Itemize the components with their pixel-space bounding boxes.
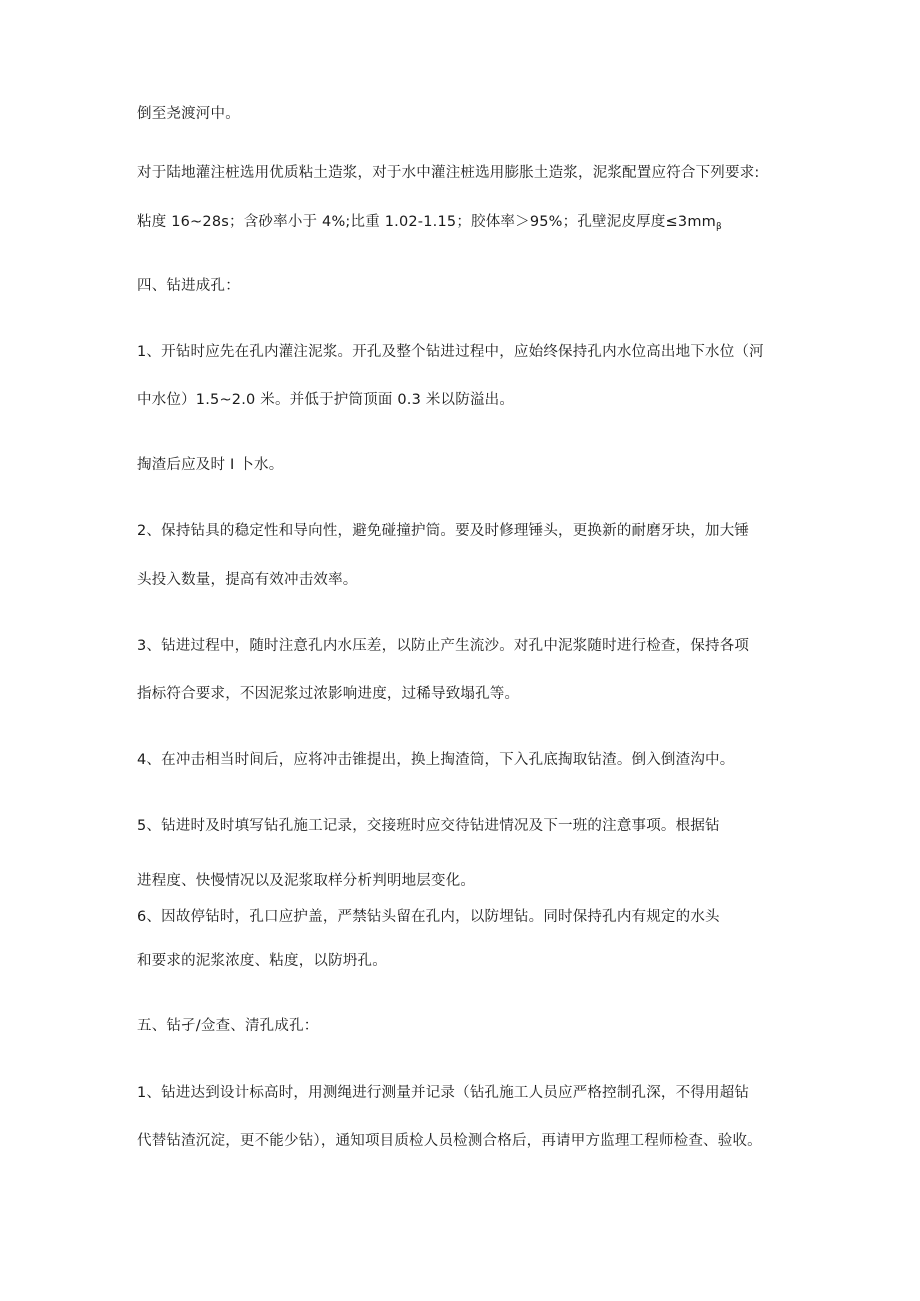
- text-line: 4、在冲击相当时间后，应将冲击锥提出，换上掏渣筒，下入孔底掏取钻渣。倒入倒渣沟中。: [137, 752, 735, 768]
- text-line: 和要求的泥浆浓度、粘度，以防坍孔。: [137, 953, 387, 969]
- text-line-main: 粘度 16~28s；含砂率小于 4%;比重 1.02-1.15；胶体率＞95%；孔壁泥皮厚度≤3mm: [137, 214, 716, 230]
- text-line: 倒至尧渡河中。: [137, 106, 240, 122]
- text-line: 2、保持钻具的稳定性和导向性，避免碰撞护筒。要及时修理锤头，更换新的耐磨牙块，加大锤: [137, 523, 750, 539]
- text-line: 掏渣后应及时 I 卜水。: [137, 457, 284, 473]
- text-line: [137, 212, 722, 237]
- text-line: 代替钻渣沉淀，更不能少钻），通知项目质检人员检测合格后，再请甲方监理工程师检查、验收。: [137, 1133, 762, 1149]
- section-heading: 四、钻进成孔：: [137, 278, 240, 294]
- text-line: 中水位）1.5~2.0 米。并低于护筒顶面 0.3 米以防溢出。: [137, 392, 515, 408]
- text-line: 1、钻进达到设计标高时，用测绳进行测量并记录（钻孔施工人员应严格控制孔深，不得用超钻: [137, 1085, 750, 1101]
- text-line: 对于陆地灌注桩选用优质粘土造浆，对于水中灌注桩选用膨胀土造浆，泥浆配置应符合下列要求:: [137, 165, 760, 181]
- text-line: 5、钻进时及时填写钻孔施工记录，交接班时应交待钻进情况及下一班的注意事项。根据钻: [137, 818, 720, 834]
- section-heading: 五、钻孑/佥查、清孔成孔：: [137, 1018, 319, 1034]
- text-line: 头投入数量，提高有效冲击效率。: [137, 572, 358, 588]
- text-line-suffix: β: [715, 222, 722, 232]
- text-line: 3、钻进过程中，随时注意孔内水压差，以防止产生流沙。对孔中泥浆随时进行检查，保持各项: [137, 638, 750, 654]
- text-line: 1、开钻时应先在孔内灌注泥浆。开孔及整个钻进过程中，应始终保持孔内水位高出地下水位（河: [137, 344, 764, 360]
- text-line: 进程度、快慢情况以及泥浆取样分析判明地层变化。: [137, 873, 476, 889]
- text-line: 6、因故停钻时，孔口应护盖，严禁钻头留在孔内，以防埋钻。同时保持孔内有规定的水头: [137, 909, 720, 925]
- text-line: 指标符合要求，不因泥浆过浓影响进度，过稀导致塌孔等。: [137, 686, 520, 702]
